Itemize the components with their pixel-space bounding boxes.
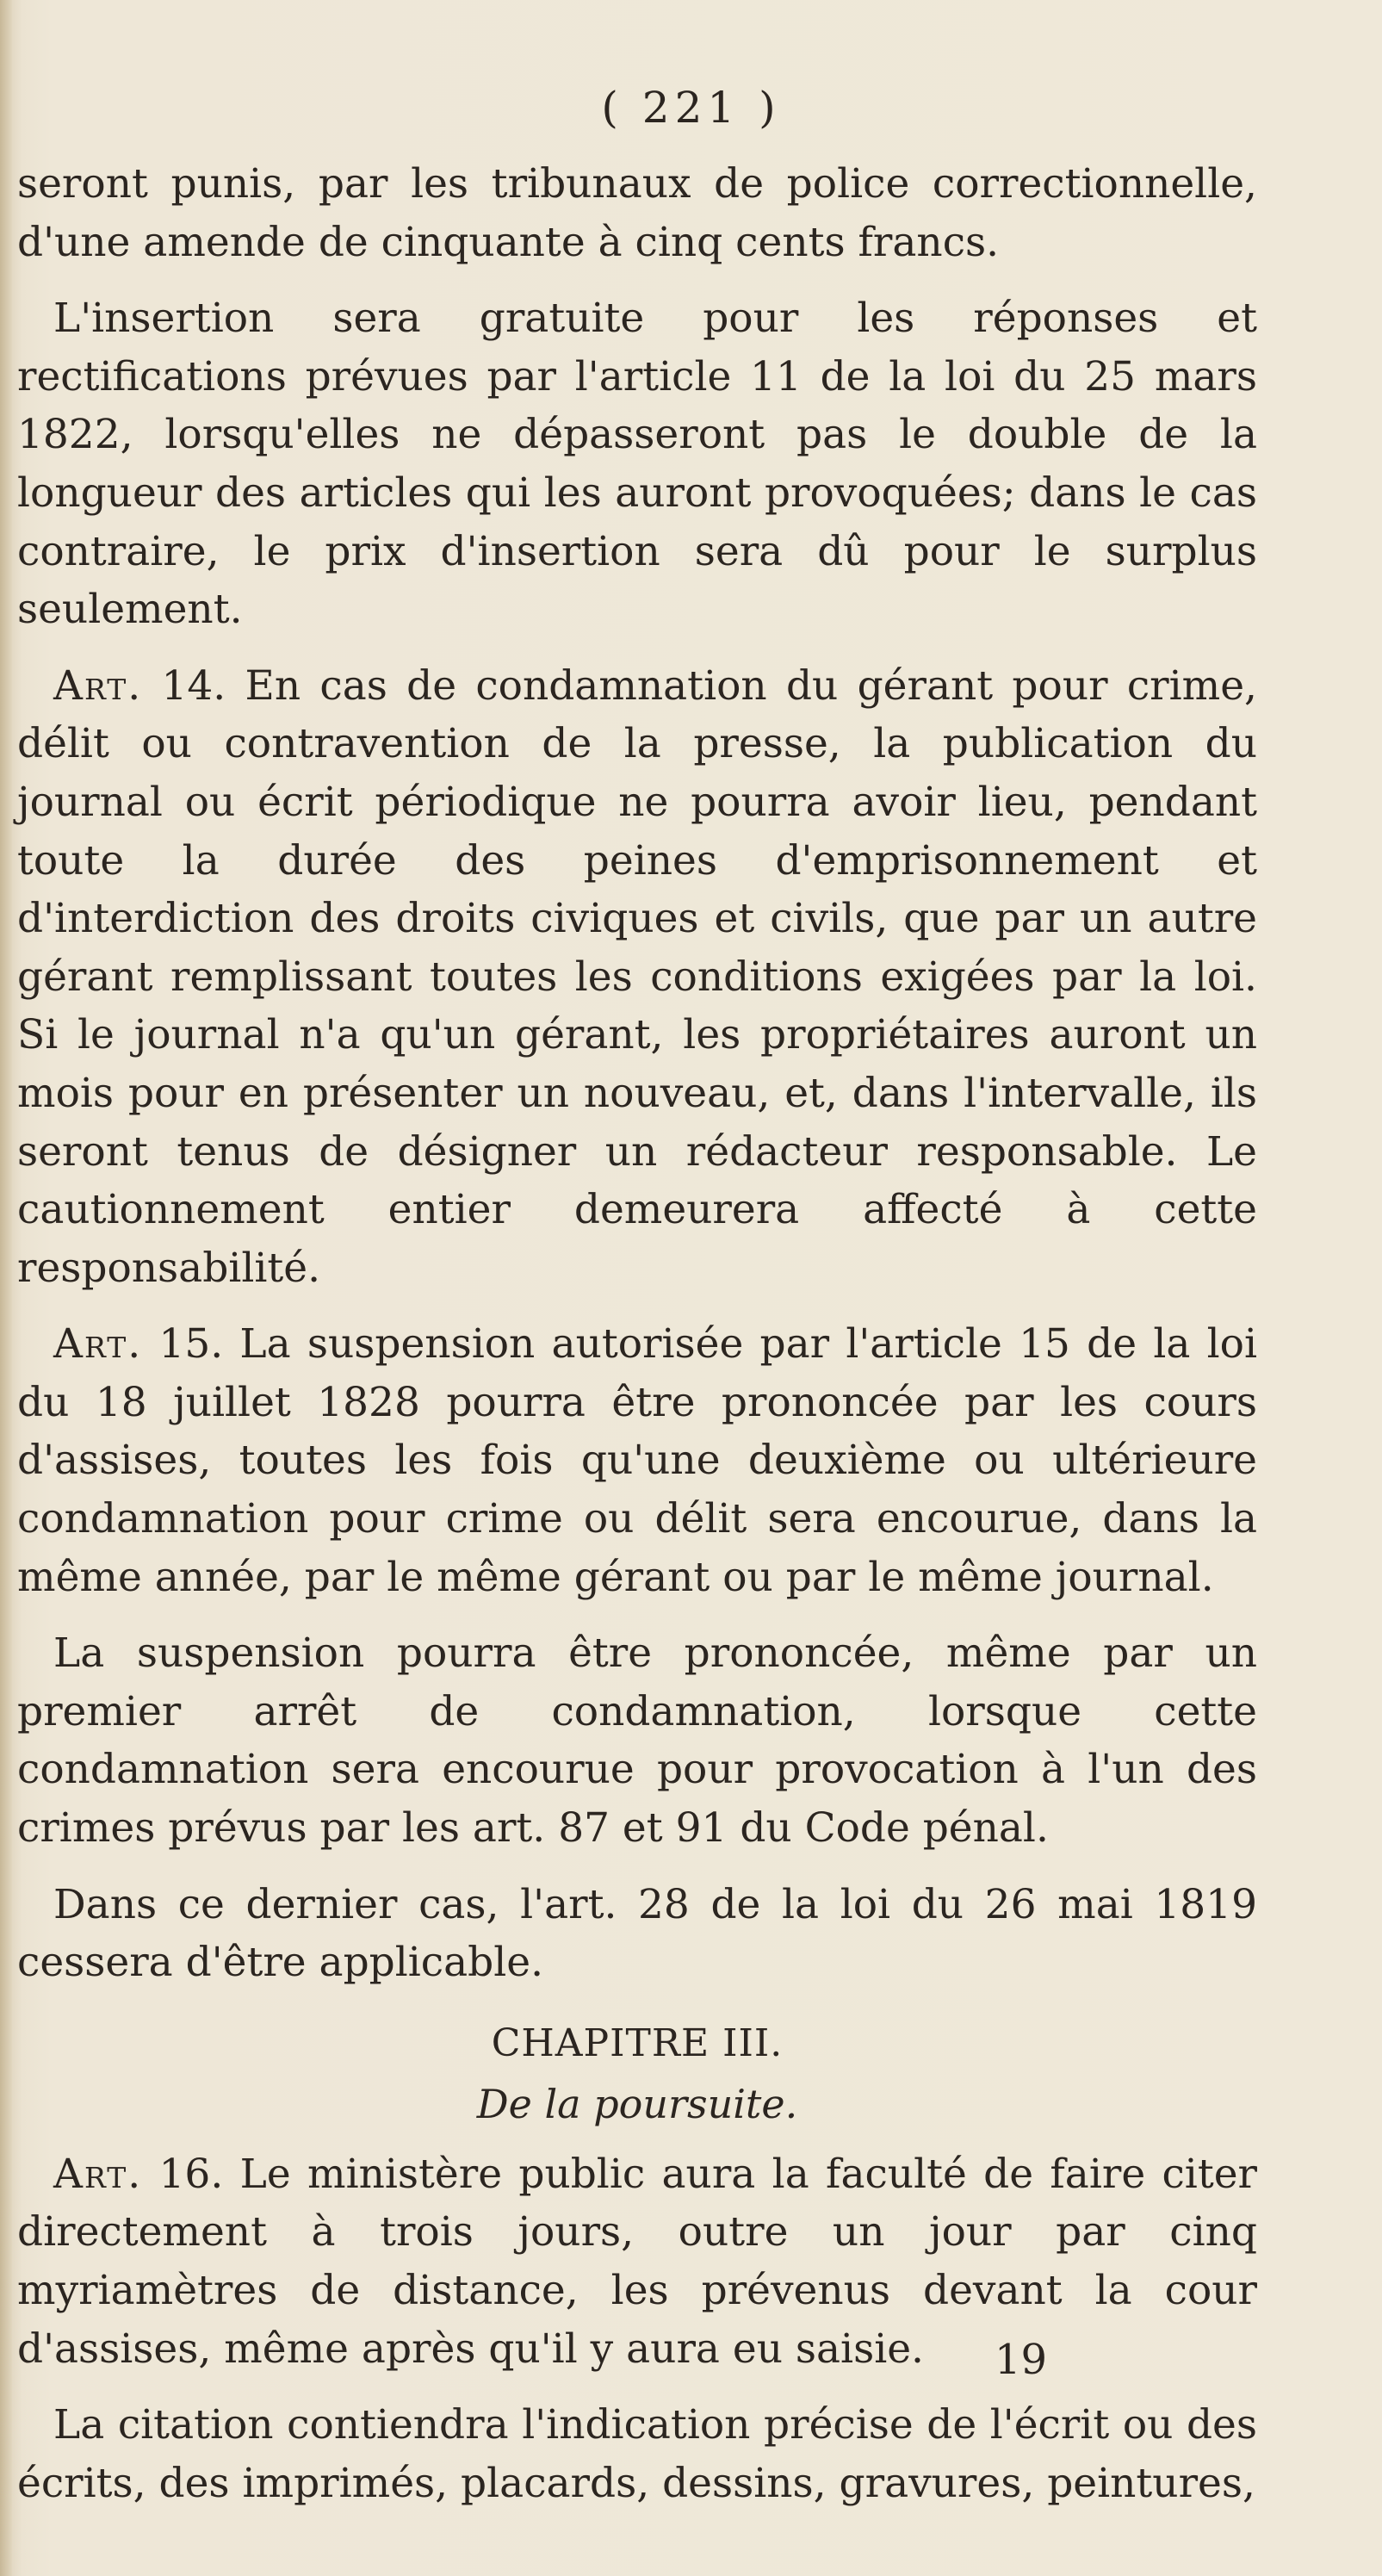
article-label: Art. bbox=[53, 661, 143, 710]
page-number: ( 221 ) bbox=[601, 83, 781, 133]
chapter-subtitle: De la poursuite. bbox=[476, 2080, 798, 2127]
article-15: Art. 15. La suspension autorisée par l'article 15 de la loi du 18 juillet 1828 pourra être prononcée par les cours d'assises, toutes les fois qu'une deuxième ou ultérieure condamnation pour crime ou délit sera encourue, dans la même année, par le même gérant ou par le même journal. bbox=[17, 1320, 1257, 1601]
article-label: Art. bbox=[53, 1320, 143, 1369]
page-spine bbox=[0, 0, 12, 2576]
article-label: Art. bbox=[53, 2150, 143, 2198]
article-number: 16. bbox=[158, 2150, 224, 2198]
chapter-title: CHAPITRE III. bbox=[491, 2020, 784, 2065]
article-number: 15. bbox=[158, 1320, 224, 1369]
body-text bbox=[17, 155, 1257, 2530]
signature-mark: 19 bbox=[995, 2336, 1048, 2384]
paragraph: Dans ce dernier cas, l'art. 28 de la loi du 26 mai 1819 cessera d'être applicable. bbox=[17, 1880, 1257, 1987]
paragraph: seront punis, par les tribunaux de police correctionnelle, d'une amende de cinquante à cinq cents francs. bbox=[17, 160, 1257, 266]
article-number: 14. bbox=[161, 661, 226, 710]
article-14: Art. 14. En cas de condamnation du gérant pour crime, délit ou contravention de la presse, la publication du journal ou écrit périodique ne pourra avoir lieu, pendant toute la durée des peines d'emprisonnement et d'interdiction des droits civiques et civils, que par un autre gérant remplissant toutes les conditions exigées par la loi. Si le journal n'a qu'un gérant, les propriétaires auront un mois pour en présenter un nouveau, et, dans l'intervalle, ils seront tenus de désigner un rédacteur responsable. Le cautionnement entier demeurera affecté à cette responsabilité. bbox=[17, 661, 1257, 1292]
article-16: Art. 16. Le ministère public aura la faculté de faire citer directement à trois jours, outre un jour par cinq myriamètres de distance, les prévenus devant la cour d'assises, même après qu'il y aura eu saisie. bbox=[17, 2150, 1257, 2373]
paragraph: La suspension pourra être prononcée, même par un premier arrêt de condamnation, lorsque cette condamnation sera encourue pour provocation à l'un des crimes prévus par les art. 87 et 91 du Code pénal. bbox=[17, 1629, 1257, 1853]
paragraph: La citation contiendra l'indication précise de l'écrit ou des écrits, des imprimés, placards, dessins, gravures, peintures, bbox=[17, 2401, 1257, 2507]
paragraph: L'insertion sera gratuite pour les réponses et rectifications prévues par l'article 11 de la loi du 25 mars 1822, lorsqu'elles ne dépasseront pas le double de la longueur des articles qui les auront provoquées; dans le cas contraire, le prix d'insertion sera dû pour le surplus seulement. bbox=[17, 295, 1257, 634]
